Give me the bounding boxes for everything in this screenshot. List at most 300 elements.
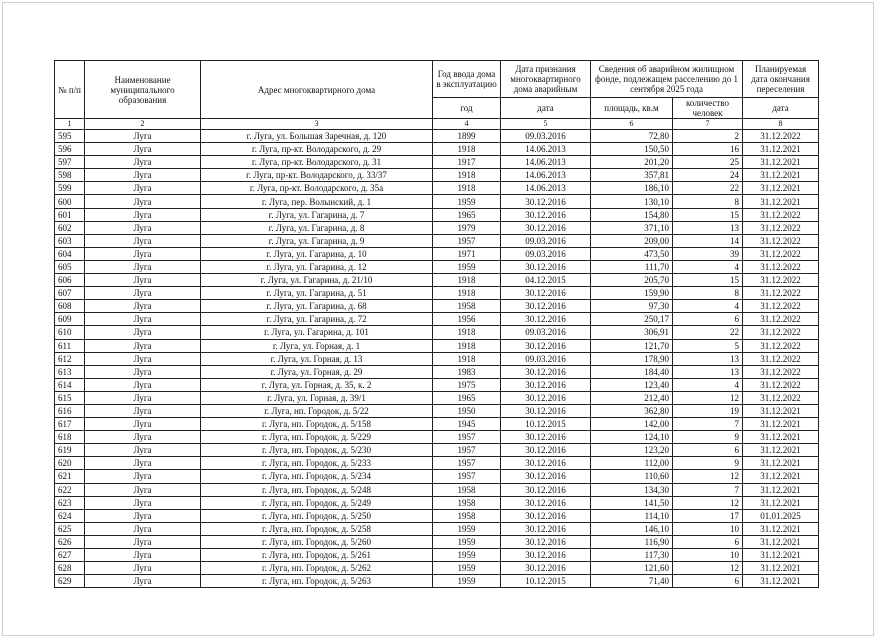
table-row (55, 549, 819, 562)
column-number: 3 (201, 119, 433, 130)
cell-recognition-date: 30.12.2016 (501, 313, 591, 326)
cell-municipality: Луга (85, 274, 201, 287)
table-row (55, 287, 819, 300)
cell-area: 111,70 (591, 260, 673, 273)
cell-recognition-date: 30.12.2016 (501, 444, 591, 457)
cell-planned-date: 01.01.2025 (743, 509, 819, 522)
cell-area: 306,91 (591, 326, 673, 339)
cell-municipality: Луга (85, 195, 201, 208)
cell-num: 597 (55, 156, 85, 169)
cell-recognition-date: 30.12.2016 (501, 287, 591, 300)
cell-recognition-date: 30.12.2016 (501, 483, 591, 496)
cell-year: 1918 (433, 143, 501, 156)
cell-address: г. Луга, ул. Гагарина, д. 21/10 (201, 274, 433, 287)
cell-num: 615 (55, 391, 85, 404)
subheader-area: площадь, кв.м (591, 98, 673, 119)
cell-planned-date: 31.12.2021 (743, 404, 819, 417)
cell-municipality: Луга (85, 431, 201, 444)
cell-recognition-date: 10.12.2015 (501, 418, 591, 431)
column-number: 8 (743, 119, 819, 130)
cell-municipality: Луга (85, 457, 201, 470)
table-row (55, 313, 819, 326)
cell-planned-date: 31.12.2021 (743, 535, 819, 548)
column-number: 1 (55, 119, 85, 130)
cell-area: 150,50 (591, 143, 673, 156)
cell-people: 4 (673, 300, 743, 313)
cell-recognition-date: 09.03.2016 (501, 130, 591, 143)
cell-people: 13 (673, 221, 743, 234)
cell-area: 141,50 (591, 496, 673, 509)
cell-area: 186,10 (591, 182, 673, 195)
cell-year: 1959 (433, 522, 501, 535)
cell-recognition-date: 30.12.2016 (501, 457, 591, 470)
cell-people: 12 (673, 562, 743, 575)
cell-num: 625 (55, 522, 85, 535)
cell-people: 10 (673, 522, 743, 535)
cell-address: г. Луга, ул. Гагарина, д. 68 (201, 300, 433, 313)
header-year: Год ввода дома в эксплуатацию (433, 61, 501, 98)
cell-year: 1918 (433, 169, 501, 182)
cell-recognition-date: 04.12.2015 (501, 274, 591, 287)
cell-recognition-date: 30.12.2016 (501, 365, 591, 378)
cell-address: г. Луга, нп. Городок, д. 5/22 (201, 404, 433, 417)
cell-area: 72,80 (591, 130, 673, 143)
cell-people: 10 (673, 549, 743, 562)
cell-address: г. Луга, ул. Большая Заречная, д. 120 (201, 130, 433, 143)
cell-address: г. Луга, пр-кт. Володарского, д. 35а (201, 182, 433, 195)
cell-year: 1959 (433, 562, 501, 575)
cell-municipality: Луга (85, 483, 201, 496)
cell-people: 22 (673, 182, 743, 195)
column-number-row (55, 119, 819, 130)
cell-area: 178,90 (591, 352, 673, 365)
cell-people: 15 (673, 208, 743, 221)
cell-address: г. Луга, ул. Гагарина, д. 10 (201, 247, 433, 260)
cell-people: 6 (673, 313, 743, 326)
cell-num: 624 (55, 509, 85, 522)
cell-planned-date: 31.12.2021 (743, 169, 819, 182)
cell-area: 362,80 (591, 404, 673, 417)
cell-year: 1959 (433, 575, 501, 588)
cell-year: 1958 (433, 496, 501, 509)
table-body (55, 130, 819, 588)
cell-municipality: Луга (85, 326, 201, 339)
table-row (55, 562, 819, 575)
column-number: 4 (433, 119, 501, 130)
cell-num: 627 (55, 549, 85, 562)
cell-recognition-date: 30.12.2016 (501, 431, 591, 444)
cell-people: 7 (673, 418, 743, 431)
table-row (55, 457, 819, 470)
cell-planned-date: 31.12.2022 (743, 378, 819, 391)
cell-address: г. Луга, нп. Городок, д. 5/258 (201, 522, 433, 535)
cell-address: г. Луга, нп. Городок, д. 5/263 (201, 575, 433, 588)
cell-num: 623 (55, 496, 85, 509)
table-row (55, 195, 819, 208)
cell-planned-date: 31.12.2022 (743, 339, 819, 352)
cell-recognition-date: 30.12.2016 (501, 391, 591, 404)
cell-recognition-date: 30.12.2016 (501, 339, 591, 352)
cell-year: 1957 (433, 431, 501, 444)
cell-recognition-date: 30.12.2016 (501, 549, 591, 562)
cell-people: 39 (673, 247, 743, 260)
cell-num: 622 (55, 483, 85, 496)
cell-num: 618 (55, 431, 85, 444)
cell-address: г. Луга, нп. Городок, д. 5/249 (201, 496, 433, 509)
cell-address: г. Луга, нп. Городок, д. 5/229 (201, 431, 433, 444)
cell-address: г. Луга, ул. Гагарина, д. 7 (201, 208, 433, 221)
cell-area: 473,50 (591, 247, 673, 260)
cell-num: 606 (55, 274, 85, 287)
cell-people: 22 (673, 326, 743, 339)
cell-area: 201,20 (591, 156, 673, 169)
cell-area: 205,70 (591, 274, 673, 287)
cell-area: 212,40 (591, 391, 673, 404)
cell-num: 599 (55, 182, 85, 195)
cell-year: 1957 (433, 470, 501, 483)
cell-people: 17 (673, 509, 743, 522)
cell-planned-date: 31.12.2022 (743, 313, 819, 326)
cell-municipality: Луга (85, 575, 201, 588)
subheader-date: дата (501, 98, 591, 119)
cell-municipality: Луга (85, 404, 201, 417)
cell-planned-date: 31.12.2022 (743, 300, 819, 313)
cell-area: 250,17 (591, 313, 673, 326)
cell-num: 604 (55, 247, 85, 260)
table-row (55, 575, 819, 588)
cell-recognition-date: 09.03.2016 (501, 247, 591, 260)
cell-area: 371,10 (591, 221, 673, 234)
cell-recognition-date: 30.12.2016 (501, 470, 591, 483)
cell-address: г. Луга, ул. Горная, д. 13 (201, 352, 433, 365)
cell-year: 1918 (433, 287, 501, 300)
cell-recognition-date: 14.06.2013 (501, 182, 591, 195)
cell-municipality: Луга (85, 470, 201, 483)
cell-people: 2 (673, 130, 743, 143)
cell-area: 130,10 (591, 195, 673, 208)
table-row (55, 404, 819, 417)
cell-recognition-date: 10.12.2015 (501, 575, 591, 588)
cell-year: 1918 (433, 339, 501, 352)
cell-municipality: Луга (85, 234, 201, 247)
cell-people: 13 (673, 365, 743, 378)
table-row (55, 431, 819, 444)
cell-area: 116,90 (591, 535, 673, 548)
cell-recognition-date: 09.03.2016 (501, 326, 591, 339)
table-row (55, 260, 819, 273)
cell-planned-date: 31.12.2022 (743, 391, 819, 404)
cell-municipality: Луга (85, 260, 201, 273)
table-row (55, 470, 819, 483)
cell-recognition-date: 14.06.2013 (501, 156, 591, 169)
cell-municipality: Луга (85, 130, 201, 143)
cell-address: г. Луга, пер. Волынский, д. 1 (201, 195, 433, 208)
cell-planned-date: 31.12.2022 (743, 234, 819, 247)
cell-address: г. Луга, нп. Городок, д. 5/250 (201, 509, 433, 522)
cell-people: 8 (673, 287, 743, 300)
cell-num: 605 (55, 260, 85, 273)
cell-year: 1956 (433, 313, 501, 326)
cell-planned-date: 31.12.2022 (743, 208, 819, 221)
table-row (55, 378, 819, 391)
cell-year: 1959 (433, 549, 501, 562)
cell-address: г. Луга, ул. Гагарина, д. 12 (201, 260, 433, 273)
cell-planned-date: 31.12.2021 (743, 195, 819, 208)
cell-planned-date: 31.12.2021 (743, 182, 819, 195)
cell-year: 1958 (433, 509, 501, 522)
column-number: 5 (501, 119, 591, 130)
cell-year: 1945 (433, 418, 501, 431)
cell-address: г. Луга, нп. Городок, д. 5/248 (201, 483, 433, 496)
cell-area: 110,60 (591, 470, 673, 483)
cell-municipality: Луга (85, 143, 201, 156)
cell-planned-date: 31.12.2022 (743, 352, 819, 365)
cell-year: 1918 (433, 274, 501, 287)
resettlement-table (54, 60, 819, 588)
header-municipality: Наименование муниципального образования (85, 61, 201, 119)
cell-municipality: Луга (85, 549, 201, 562)
cell-planned-date: 31.12.2022 (743, 221, 819, 234)
cell-people: 4 (673, 260, 743, 273)
cell-recognition-date: 30.12.2016 (501, 300, 591, 313)
table-row (55, 444, 819, 457)
cell-recognition-date: 30.12.2016 (501, 221, 591, 234)
cell-planned-date: 31.12.2021 (743, 431, 819, 444)
cell-num: 609 (55, 313, 85, 326)
cell-area: 357,81 (591, 169, 673, 182)
cell-recognition-date: 30.12.2016 (501, 404, 591, 417)
cell-address: г. Луга, ул. Гагарина, д. 8 (201, 221, 433, 234)
cell-address: г. Луга, нп. Городок, д. 5/234 (201, 470, 433, 483)
table-row (55, 221, 819, 234)
cell-planned-date: 31.12.2022 (743, 365, 819, 378)
cell-num: 616 (55, 404, 85, 417)
table-row (55, 365, 819, 378)
table-row (55, 274, 819, 287)
cell-num: 614 (55, 378, 85, 391)
cell-area: 123,20 (591, 444, 673, 457)
cell-municipality: Луга (85, 391, 201, 404)
cell-year: 1918 (433, 182, 501, 195)
cell-people: 9 (673, 431, 743, 444)
cell-year: 1983 (433, 365, 501, 378)
cell-year: 1959 (433, 535, 501, 548)
cell-municipality: Луга (85, 287, 201, 300)
table-row (55, 509, 819, 522)
cell-municipality: Луга (85, 522, 201, 535)
table-row (55, 391, 819, 404)
cell-municipality: Луга (85, 221, 201, 234)
cell-municipality: Луга (85, 208, 201, 221)
cell-recognition-date: 14.06.2013 (501, 169, 591, 182)
cell-people: 13 (673, 352, 743, 365)
cell-address: г. Луга, ул. Горная, д. 39/1 (201, 391, 433, 404)
header-num: № п/п (55, 61, 85, 119)
cell-people: 8 (673, 195, 743, 208)
cell-recognition-date: 09.03.2016 (501, 352, 591, 365)
cell-recognition-date: 30.12.2016 (501, 208, 591, 221)
cell-planned-date: 31.12.2021 (743, 418, 819, 431)
cell-recognition-date: 30.12.2016 (501, 496, 591, 509)
cell-area: 209,00 (591, 234, 673, 247)
cell-recognition-date: 30.12.2016 (501, 378, 591, 391)
cell-people: 6 (673, 535, 743, 548)
cell-area: 123,40 (591, 378, 673, 391)
table-row (55, 234, 819, 247)
cell-year: 1959 (433, 195, 501, 208)
cell-address: г. Луга, ул. Гагарина, д. 9 (201, 234, 433, 247)
cell-address: г. Луга, ул. Горная, д. 29 (201, 365, 433, 378)
cell-municipality: Луга (85, 169, 201, 182)
cell-num: 601 (55, 208, 85, 221)
cell-people: 24 (673, 169, 743, 182)
cell-area: 71,40 (591, 575, 673, 588)
header-recognition-date: Дата признания многоквартирного дома аварийным (501, 61, 591, 98)
cell-municipality: Луга (85, 509, 201, 522)
header-planned-date: Планируемая дата окончания переселения (743, 61, 819, 98)
cell-people: 6 (673, 444, 743, 457)
cell-num: 602 (55, 221, 85, 234)
cell-people: 5 (673, 339, 743, 352)
cell-area: 121,70 (591, 339, 673, 352)
cell-area: 121,60 (591, 562, 673, 575)
table-row (55, 418, 819, 431)
cell-planned-date: 31.12.2021 (743, 444, 819, 457)
column-number: 2 (85, 119, 201, 130)
table-row (55, 300, 819, 313)
cell-planned-date: 31.12.2021 (743, 522, 819, 535)
cell-year: 1957 (433, 457, 501, 470)
table-row (55, 483, 819, 496)
cell-municipality: Луга (85, 378, 201, 391)
cell-year: 1979 (433, 221, 501, 234)
column-number: 6 (591, 119, 673, 130)
cell-year: 1918 (433, 326, 501, 339)
cell-address: г. Луга, пр-кт. Володарского, д. 31 (201, 156, 433, 169)
header-address: Адрес многоквартирного дома (201, 61, 433, 119)
cell-num: 620 (55, 457, 85, 470)
cell-municipality: Луга (85, 156, 201, 169)
cell-num: 608 (55, 300, 85, 313)
cell-municipality: Луга (85, 562, 201, 575)
cell-people: 15 (673, 274, 743, 287)
cell-address: г. Луга, нп. Городок, д. 5/230 (201, 444, 433, 457)
subheader-year: год (433, 98, 501, 119)
cell-year: 1958 (433, 300, 501, 313)
cell-people: 9 (673, 457, 743, 470)
cell-planned-date: 31.12.2022 (743, 247, 819, 260)
cell-planned-date: 31.12.2022 (743, 326, 819, 339)
cell-num: 619 (55, 444, 85, 457)
cell-num: 629 (55, 575, 85, 588)
cell-num: 603 (55, 234, 85, 247)
cell-address: г. Луга, ул. Гагарина, д. 101 (201, 326, 433, 339)
cell-address: г. Луга, нп. Городок, д. 5/260 (201, 535, 433, 548)
table-row (55, 247, 819, 260)
cell-recognition-date: 09.03.2016 (501, 234, 591, 247)
cell-municipality: Луга (85, 496, 201, 509)
cell-people: 14 (673, 234, 743, 247)
cell-num: 613 (55, 365, 85, 378)
cell-planned-date: 31.12.2022 (743, 274, 819, 287)
cell-area: 117,30 (591, 549, 673, 562)
cell-year: 1965 (433, 208, 501, 221)
cell-planned-date: 31.12.2021 (743, 470, 819, 483)
cell-year: 1957 (433, 234, 501, 247)
cell-people: 16 (673, 143, 743, 156)
cell-year: 1965 (433, 391, 501, 404)
table-row (55, 182, 819, 195)
cell-address: г. Луга, ул. Горная, д. 35, к. 2 (201, 378, 433, 391)
cell-recognition-date: 30.12.2016 (501, 509, 591, 522)
cell-address: г. Луга, ул. Гагарина, д. 51 (201, 287, 433, 300)
cell-people: 12 (673, 470, 743, 483)
cell-people: 12 (673, 496, 743, 509)
table-row (55, 326, 819, 339)
cell-municipality: Луга (85, 247, 201, 260)
cell-municipality: Луга (85, 339, 201, 352)
cell-planned-date: 31.12.2021 (743, 496, 819, 509)
table-row (55, 208, 819, 221)
cell-num: 626 (55, 535, 85, 548)
subheader-people: количество человек (673, 98, 743, 119)
cell-planned-date: 31.12.2021 (743, 562, 819, 575)
header-fund-info: Сведения об аварийном жилищном фонде, подлежащем расселению до 1 сентября 2025 года (591, 61, 743, 98)
cell-year: 1971 (433, 247, 501, 260)
cell-num: 595 (55, 130, 85, 143)
cell-year: 1957 (433, 444, 501, 457)
table-row (55, 522, 819, 535)
cell-planned-date: 31.12.2021 (743, 483, 819, 496)
table-row (55, 352, 819, 365)
cell-year: 1958 (433, 483, 501, 496)
subheader-plan-date: дата (743, 98, 819, 119)
cell-year: 1950 (433, 404, 501, 417)
cell-num: 628 (55, 562, 85, 575)
cell-num: 621 (55, 470, 85, 483)
cell-planned-date: 31.12.2021 (743, 549, 819, 562)
cell-municipality: Луга (85, 300, 201, 313)
cell-recognition-date: 30.12.2016 (501, 562, 591, 575)
cell-planned-date: 31.12.2021 (743, 575, 819, 588)
cell-recognition-date: 30.12.2016 (501, 195, 591, 208)
cell-recognition-date: 30.12.2016 (501, 260, 591, 273)
cell-address: г. Луга, ул. Гагарина, д. 72 (201, 313, 433, 326)
cell-year: 1959 (433, 260, 501, 273)
cell-municipality: Луга (85, 444, 201, 457)
cell-num: 612 (55, 352, 85, 365)
cell-num: 607 (55, 287, 85, 300)
cell-planned-date: 31.12.2022 (743, 287, 819, 300)
cell-area: 97,30 (591, 300, 673, 313)
cell-planned-date: 31.12.2021 (743, 156, 819, 169)
table-row (55, 339, 819, 352)
cell-area: 134,30 (591, 483, 673, 496)
table-row (55, 496, 819, 509)
cell-num: 617 (55, 418, 85, 431)
cell-address: г. Луга, нп. Городок, д. 5/233 (201, 457, 433, 470)
cell-year: 1917 (433, 156, 501, 169)
cell-area: 142,00 (591, 418, 673, 431)
cell-num: 596 (55, 143, 85, 156)
cell-planned-date: 31.12.2021 (743, 457, 819, 470)
cell-municipality: Луга (85, 365, 201, 378)
cell-year: 1918 (433, 352, 501, 365)
cell-people: 7 (673, 483, 743, 496)
cell-municipality: Луга (85, 182, 201, 195)
cell-area: 184,40 (591, 365, 673, 378)
cell-area: 146,10 (591, 522, 673, 535)
